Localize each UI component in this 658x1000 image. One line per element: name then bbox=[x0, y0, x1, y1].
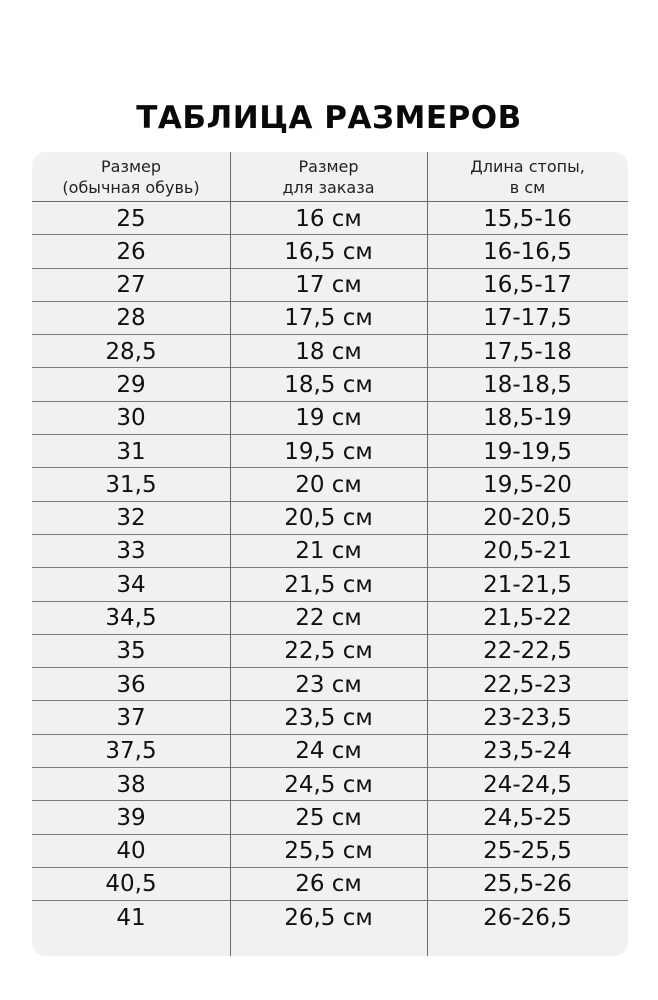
table-row bbox=[32, 868, 628, 901]
table-row bbox=[32, 368, 628, 401]
header-shoe-size bbox=[32, 155, 230, 199]
cell-shoe-size: 31,5 bbox=[105, 471, 157, 498]
table-row bbox=[32, 568, 628, 601]
cell-foot-length: 25-25,5 bbox=[483, 838, 572, 865]
cell-order-size: 20,5 см bbox=[284, 505, 373, 532]
header-line: Размер bbox=[100, 157, 162, 176]
cell-foot-length: 24,5-25 bbox=[483, 804, 572, 831]
cell-foot-length: 21,5-22 bbox=[483, 605, 572, 632]
table-row bbox=[32, 602, 628, 635]
cell-shoe-size: 41 bbox=[116, 904, 146, 931]
cell-foot-length: 16-16,5 bbox=[483, 238, 572, 265]
table-body bbox=[32, 202, 628, 935]
cell-foot-length: 17,5-18 bbox=[483, 338, 572, 365]
cell-foot-length: 16,5-17 bbox=[483, 272, 572, 299]
table-header bbox=[32, 152, 628, 202]
cell-foot-length: 23-23,5 bbox=[483, 704, 572, 731]
table-row bbox=[32, 502, 628, 535]
header-line: (обычная обувь) bbox=[62, 178, 200, 197]
cell-order-size: 19,5 см bbox=[284, 438, 373, 465]
header-line: Размер bbox=[298, 157, 359, 176]
cell-shoe-size: 25 bbox=[116, 205, 146, 232]
cell-foot-length: 26-26,5 bbox=[483, 904, 572, 931]
cell-shoe-size: 40,5 bbox=[105, 871, 157, 898]
cell-order-size: 18 см bbox=[295, 338, 362, 365]
cell-foot-length: 20-20,5 bbox=[483, 505, 572, 532]
cell-order-size: 20 см bbox=[295, 471, 362, 498]
cell-order-size: 24 см bbox=[295, 738, 362, 765]
cell-shoe-size: 36 bbox=[116, 671, 146, 698]
cell-shoe-size: 28 bbox=[116, 305, 146, 332]
cell-order-size: 23,5 см bbox=[284, 704, 373, 731]
table-row bbox=[32, 235, 628, 268]
cell-order-size: 16,5 см bbox=[284, 238, 373, 265]
header-line: в см bbox=[509, 178, 546, 197]
table-row bbox=[32, 468, 628, 501]
header-line: для заказа bbox=[282, 178, 375, 197]
cell-shoe-size: 33 bbox=[116, 538, 146, 565]
cell-order-size: 16 см bbox=[295, 205, 362, 232]
cell-shoe-size: 30 bbox=[116, 405, 146, 432]
header-order-size bbox=[230, 155, 427, 199]
table-row bbox=[32, 835, 628, 868]
table-row bbox=[32, 302, 628, 335]
cell-shoe-size: 40 bbox=[116, 838, 146, 865]
cell-order-size: 17,5 см bbox=[284, 305, 373, 332]
cell-shoe-size: 38 bbox=[116, 771, 146, 798]
cell-shoe-size: 37,5 bbox=[105, 738, 157, 765]
cell-order-size: 19 см bbox=[295, 405, 362, 432]
cell-order-size: 21,5 см bbox=[284, 571, 373, 598]
cell-order-size: 25 см bbox=[295, 804, 362, 831]
cell-order-size: 26,5 см bbox=[284, 904, 373, 931]
cell-foot-length: 18-18,5 bbox=[483, 371, 572, 398]
page-title: ТАБЛИЦА РАЗМЕРОВ bbox=[136, 100, 522, 136]
cell-foot-length: 23,5-24 bbox=[483, 738, 572, 765]
cell-foot-length: 21-21,5 bbox=[483, 571, 572, 598]
header-foot-length bbox=[427, 155, 628, 199]
cell-foot-length: 15,5-16 bbox=[483, 205, 572, 232]
cell-order-size: 22,5 см bbox=[284, 638, 373, 665]
header-line: Длина стопы, bbox=[470, 157, 585, 176]
cell-order-size: 22 см bbox=[295, 605, 362, 632]
table-row bbox=[32, 202, 628, 235]
cell-foot-length: 20,5-21 bbox=[483, 538, 572, 565]
table-row bbox=[32, 635, 628, 668]
table-row bbox=[32, 435, 628, 468]
table-row bbox=[32, 768, 628, 801]
table-row bbox=[32, 402, 628, 435]
cell-shoe-size: 27 bbox=[116, 272, 146, 299]
cell-order-size: 21 см bbox=[295, 538, 362, 565]
table-row bbox=[32, 901, 628, 934]
cell-foot-length: 22,5-23 bbox=[483, 671, 572, 698]
cell-shoe-size: 26 bbox=[116, 238, 146, 265]
cell-order-size: 24,5 см bbox=[284, 771, 373, 798]
table-row bbox=[32, 701, 628, 734]
table-row bbox=[32, 668, 628, 701]
table-row bbox=[32, 535, 628, 568]
cell-shoe-size: 31 bbox=[116, 438, 146, 465]
cell-order-size: 23 см bbox=[295, 671, 362, 698]
table-row bbox=[32, 269, 628, 302]
cell-shoe-size: 34 bbox=[116, 571, 146, 598]
cell-foot-length: 18,5-19 bbox=[483, 405, 572, 432]
cell-foot-length: 25,5-26 bbox=[483, 871, 572, 898]
cell-shoe-size: 29 bbox=[116, 371, 146, 398]
cell-foot-length: 17-17,5 bbox=[483, 305, 572, 332]
cell-foot-length: 19,5-20 bbox=[483, 471, 572, 498]
cell-shoe-size: 32 bbox=[116, 505, 146, 532]
cell-shoe-size: 34,5 bbox=[105, 605, 157, 632]
cell-shoe-size: 37 bbox=[116, 704, 146, 731]
cell-foot-length: 19-19,5 bbox=[483, 438, 572, 465]
cell-foot-length: 24-24,5 bbox=[483, 771, 572, 798]
cell-shoe-size: 28,5 bbox=[105, 338, 157, 365]
cell-shoe-size: 35 bbox=[116, 638, 146, 665]
cell-foot-length: 22-22,5 bbox=[483, 638, 572, 665]
cell-order-size: 18,5 см bbox=[284, 371, 373, 398]
table-row bbox=[32, 801, 628, 834]
cell-order-size: 26 см bbox=[295, 871, 362, 898]
table-row bbox=[32, 335, 628, 368]
cell-shoe-size: 39 bbox=[116, 804, 146, 831]
cell-order-size: 17 см bbox=[295, 272, 362, 299]
size-table bbox=[32, 152, 628, 956]
table-row bbox=[32, 735, 628, 768]
cell-order-size: 25,5 см bbox=[284, 838, 373, 865]
